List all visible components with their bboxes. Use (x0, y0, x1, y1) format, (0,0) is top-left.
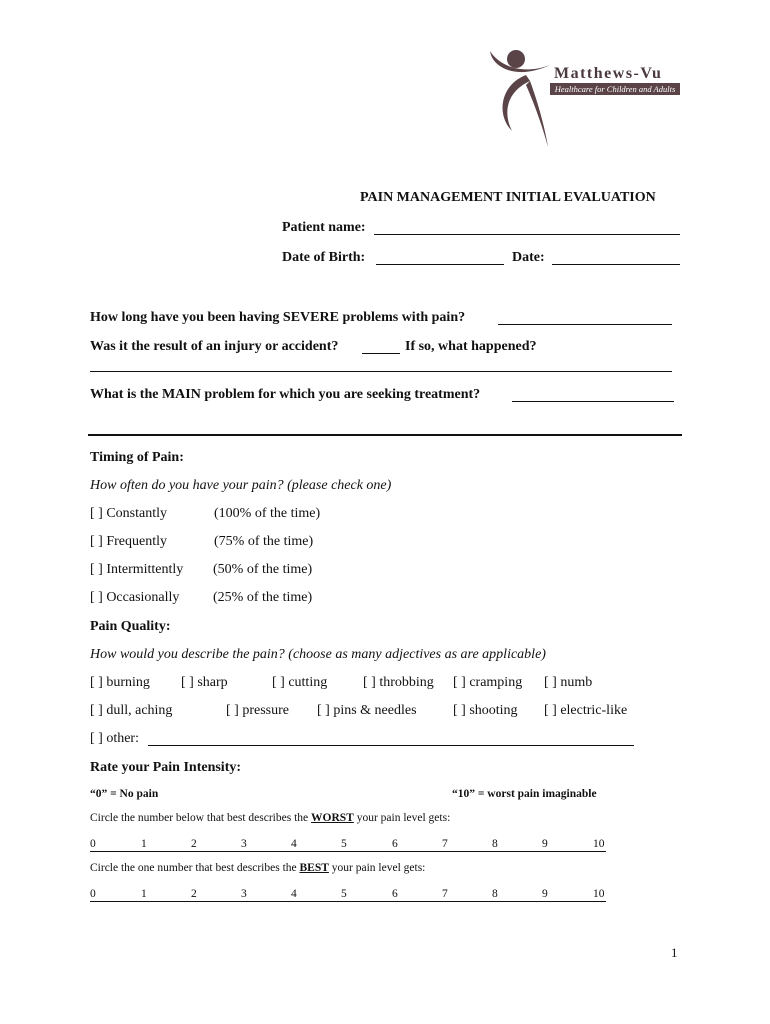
pain-level-3[interactable]: 3 (241, 888, 247, 900)
quality-option-burning[interactable]: [ ] burning (90, 675, 150, 690)
pain-level-4[interactable]: 4 (291, 838, 297, 850)
injury-answer-field[interactable] (362, 353, 400, 354)
severe-duration-field[interactable] (498, 324, 672, 325)
worst-instruction-post: your pain level gets: (356, 812, 451, 824)
best-keyword: BEST (299, 862, 329, 874)
date-label: Date: (512, 250, 545, 265)
pain-level-6[interactable]: 6 (392, 888, 398, 900)
main-problem-field[interactable] (512, 401, 674, 402)
dob-field[interactable] (376, 264, 504, 265)
main-problem-question: What is the MAIN problem for which you are seeking treatment? (90, 387, 481, 402)
pain-level-2[interactable]: 2 (191, 888, 197, 900)
worst-instruction-pre: Circle the number below that best describes the (90, 812, 309, 824)
dob-label: Date of Birth: (282, 250, 366, 265)
worst-pain-scale (90, 838, 610, 852)
worst-keyword: WORST (311, 812, 354, 824)
timing-option-frequently[interactable]: [ ] Frequently (90, 534, 167, 549)
date-field[interactable] (552, 264, 680, 265)
quality-option-electric-like[interactable]: [ ] electric-like (544, 703, 628, 718)
quality-prompt: How would you describe the pain? (choose as many adjectives as are applicable) (90, 647, 546, 662)
pain-level-8[interactable]: 8 (492, 888, 498, 900)
timing-detail-intermittently: (50% of the time) (213, 562, 313, 577)
intensity-ten-legend: “10” = worst pain imaginable (452, 788, 597, 800)
pain-level-4[interactable]: 4 (291, 888, 297, 900)
matthews-vu-logo (486, 45, 686, 155)
pain-level-1[interactable]: 1 (141, 888, 147, 900)
pain-level-10[interactable]: 10 (593, 888, 605, 900)
pain-level-0[interactable]: 0 (90, 888, 96, 900)
timing-option-constantly[interactable]: [ ] Constantly (90, 506, 167, 521)
page-title: PAIN MANAGEMENT INITIAL EVALUATION (360, 190, 656, 205)
what-happened-field[interactable] (90, 371, 672, 372)
quality-option-cutting[interactable]: [ ] cutting (272, 675, 328, 690)
pain-level-8[interactable]: 8 (492, 838, 498, 850)
page-number: 1 (671, 945, 678, 960)
quality-option-pressure[interactable]: [ ] pressure (226, 703, 289, 718)
quality-option-cramping[interactable]: [ ] cramping (453, 675, 523, 690)
patient-name-field[interactable] (374, 234, 680, 235)
quality-heading: Pain Quality: (90, 619, 171, 634)
injury-question: Was it the result of an injury or accident? (90, 339, 339, 354)
logo-figure-icon (486, 45, 556, 155)
pain-level-3[interactable]: 3 (241, 838, 247, 850)
pain-level-1[interactable]: 1 (141, 838, 147, 850)
timing-detail-constantly: (100% of the time) (214, 506, 321, 521)
what-happened-question: If so, what happened? (405, 339, 537, 354)
quality-option-pins-needles[interactable]: [ ] pins & needles (317, 703, 417, 718)
best-pain-scale (90, 888, 610, 902)
quality-other-field[interactable] (148, 745, 634, 746)
intensity-heading: Rate your Pain Intensity: (90, 760, 242, 775)
pain-level-7[interactable]: 7 (442, 838, 448, 850)
quality-option-sharp[interactable]: [ ] sharp (181, 675, 228, 690)
pain-level-6[interactable]: 6 (392, 838, 398, 850)
logo-name: Matthews-Vu (554, 65, 663, 82)
best-instruction-pre: Circle the one number that best describes the (90, 862, 297, 874)
timing-detail-frequently: (75% of the time) (214, 534, 314, 549)
quality-option-dull-aching[interactable]: [ ] dull, aching (90, 703, 173, 718)
section-divider (88, 434, 682, 436)
timing-option-intermittently[interactable]: [ ] Intermittently (90, 562, 184, 577)
timing-option-occasionally[interactable]: [ ] Occasionally (90, 590, 180, 605)
pain-level-9[interactable]: 9 (542, 888, 548, 900)
timing-prompt: How often do you have your pain? (please check one) (90, 478, 392, 493)
timing-heading: Timing of Pain: (90, 450, 184, 465)
pain-level-7[interactable]: 7 (442, 888, 448, 900)
quality-option-shooting[interactable]: [ ] shooting (453, 703, 518, 718)
logo-tagline: Healthcare for Children and Adults (550, 83, 680, 95)
pain-level-0[interactable]: 0 (90, 838, 96, 850)
best-instruction-post: your pain level gets: (331, 862, 426, 874)
patient-name-label: Patient name: (282, 220, 366, 235)
timing-detail-occasionally: (25% of the time) (213, 590, 313, 605)
quality-option-throbbing[interactable]: [ ] throbbing (363, 675, 434, 690)
quality-option-other[interactable]: [ ] other: (90, 731, 139, 746)
pain-level-10[interactable]: 10 (593, 838, 605, 850)
quality-option-numb[interactable]: [ ] numb (544, 675, 593, 690)
pain-level-5[interactable]: 5 (341, 838, 347, 850)
worst-instruction (90, 812, 450, 824)
pain-level-5[interactable]: 5 (341, 888, 347, 900)
pain-level-2[interactable]: 2 (191, 838, 197, 850)
pain-level-9[interactable]: 9 (542, 838, 548, 850)
best-instruction (90, 862, 425, 874)
severe-duration-question: How long have you been having SEVERE problems with pain? (90, 310, 466, 325)
intensity-zero-legend: “0” = No pain (90, 788, 159, 800)
